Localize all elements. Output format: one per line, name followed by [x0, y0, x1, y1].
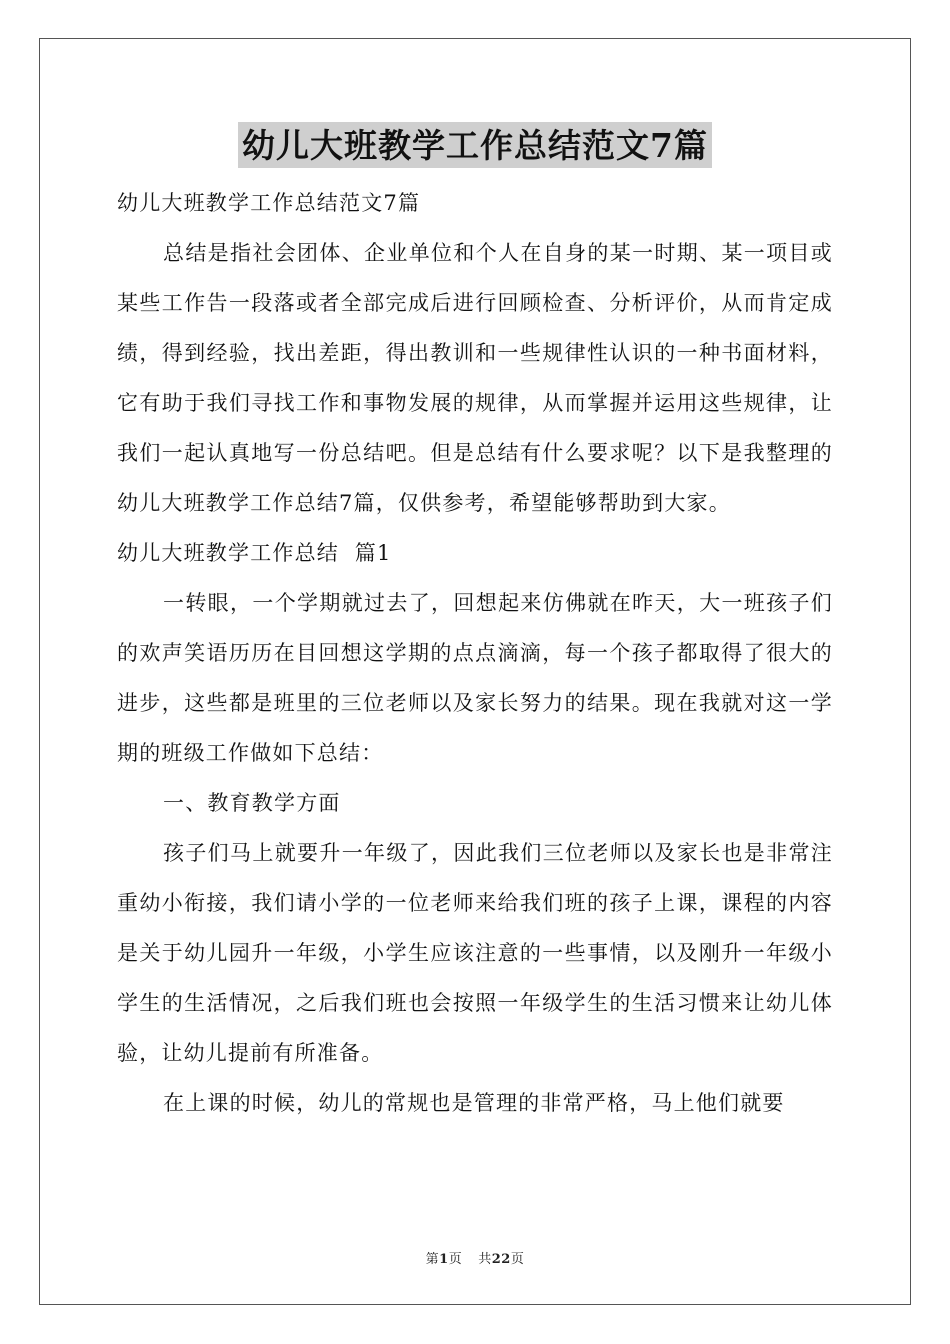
paragraph-2: 孩子们马上就要升一年级了，因此我们三位老师以及家长也是非常注重幼小衔接，我们请小学的一位老师来给我们班的孩子上课，课程的内容是关于幼儿园升一年级，小学生应该注意的一些事情，以及刚升一年级小学生的生活情况，之后我们班也会按照一年级学生的生活习惯来让幼儿体验，让幼儿提前有所准备。	[117, 841, 833, 1065]
page-footer	[0, 1248, 950, 1267]
page-suffix: 页	[448, 1252, 463, 1267]
total-page-count: 22	[491, 1252, 511, 1267]
page-prefix: 第	[425, 1252, 440, 1267]
document-title	[117, 122, 833, 178]
subheading-teaching: 一、教育教学方面	[163, 791, 341, 815]
current-page-number: 1	[439, 1252, 449, 1267]
paragraph-1: 一转眼，一个学期就过去了，回想起来仿佛就在昨天，大一班孩子们的欢声笑语历历在目回想这学期的点点滴滴，每一个孩子都取得了很大的进步，这些都是班里的三位老师以及家长努力的结果。现在我就对这一学期的班级工作做如下总结：	[117, 591, 833, 765]
paragraph-3: 在上课的时候，幼儿的常规也是管理的非常严格，马上他们就要	[163, 1091, 785, 1115]
total-suffix: 页	[510, 1252, 525, 1267]
document-title-text: 幼儿大班教学工作总结范文7篇	[238, 122, 712, 168]
document-body	[117, 122, 833, 1128]
section-heading-1: 幼儿大班教学工作总结 篇1	[117, 541, 392, 565]
document-subtitle: 幼儿大班教学工作总结范文7篇	[117, 191, 421, 215]
total-prefix: 共	[478, 1252, 492, 1267]
intro-paragraph: 总结是指社会团体、企业单位和个人在自身的某一时期、某一项目或某些工作告一段落或者全部完成后进行回顾检查、分析评价，从而肯定成绩，得到经验，找出差距，得出教训和一些规律性认识的一种书面材料，它有助于我们寻找工作和事物发展的规律，从而掌握并运用这些规律，让我们一起认真地写一份总结吧。但是总结有什么要求呢？以下是我整理的幼儿大班教学工作总结7篇，仅供参考，希望能够帮助到大家。	[117, 241, 833, 515]
